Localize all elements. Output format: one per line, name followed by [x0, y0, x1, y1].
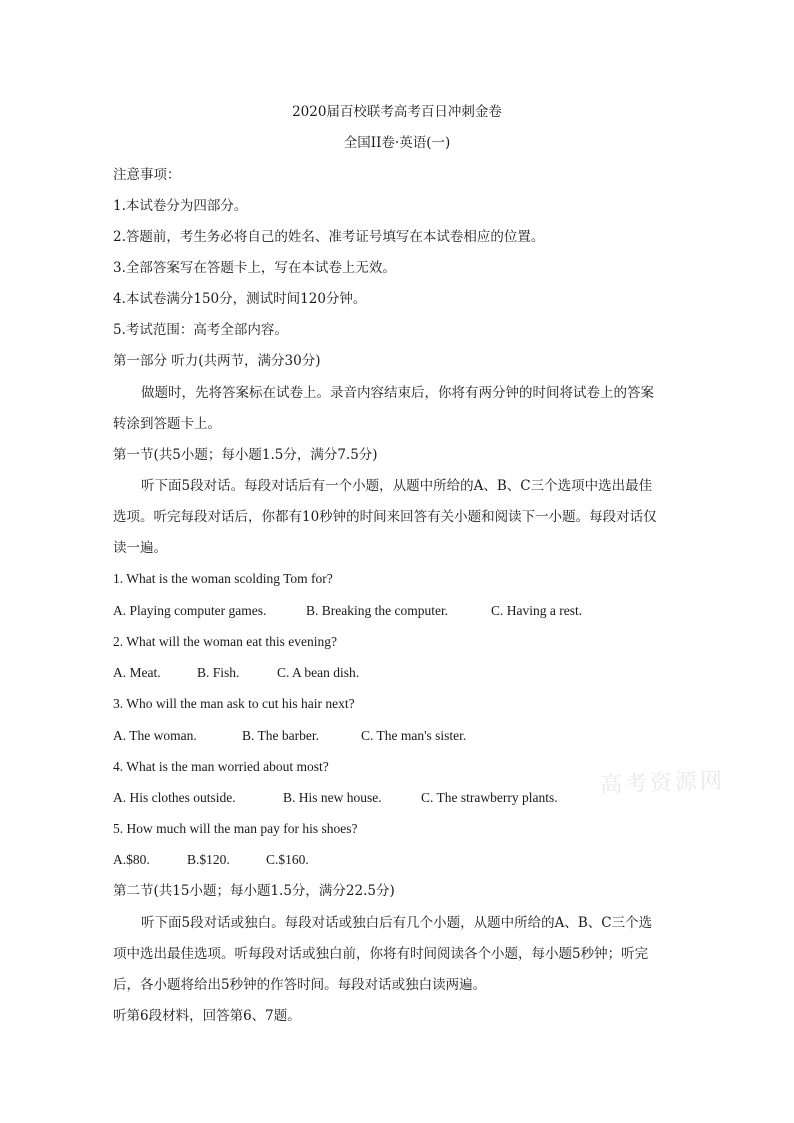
note-item: 3.全部答案写在答题卡上，写在本试卷上无效。 [113, 260, 396, 276]
section2-instructions: 后，各小题将给出5秒钟的作答时间。每段对话或独白读两遍。 [113, 977, 487, 993]
question-text: 2. What will the woman eat this evening? [113, 634, 337, 649]
exam-title: 2020届百校联考高考百日冲刺金卷 [292, 104, 502, 120]
note-item: 1.本试卷分为四部分。 [113, 198, 248, 214]
notes-heading: 注意事项： [113, 167, 181, 183]
option-c: C. The man's sister. [361, 728, 467, 743]
question-text: 1. What is the woman scolding Tom for? [113, 571, 333, 586]
exam-subtitle: 全国II卷·英语(一) [343, 135, 451, 151]
section1-heading: 第一节(共5小题；每小题1.5分，满分7.5分) [113, 447, 378, 463]
option-a: A. His clothes outside. [113, 790, 236, 805]
material-note: 听第6段材料，回答第6、7题。 [113, 1008, 301, 1024]
question-text: 4. What is the man worried about most? [113, 759, 329, 774]
option-c: C.$160. [266, 852, 309, 867]
question-text: 5. How much will the man pay for his shoes? [113, 821, 358, 836]
section2-instructions: 项中选出最佳选项。听每段对话或独白前，你将有时间阅读各个小题，每小题5秒钟；听完 [113, 946, 649, 962]
note-item: 4.本试卷满分150分，测试时间120分钟。 [113, 291, 367, 307]
watermark: 高考资源网 [599, 768, 726, 799]
section2-instructions: 听下面5段对话或独白。每段对话或独白后有几个小题，从题中所给的A、B、C三个选 [141, 915, 653, 931]
option-a: A.$80. [113, 852, 150, 867]
option-a: A. Meat. [113, 665, 161, 680]
section1-instructions: 读一遍。 [113, 540, 167, 556]
note-item: 2.答题前，考生务必将自己的姓名、准考证号填写在本试卷相应的位置。 [113, 229, 545, 245]
option-b: B. The barber. [242, 728, 319, 743]
option-c: C. The strawberry plants. [421, 790, 558, 805]
note-item: 5.考试范围：高考全部内容。 [113, 322, 288, 338]
option-b: B. Breaking the computer. [306, 603, 449, 618]
question-text: 3. Who will the man ask to cut his hair next? [113, 696, 355, 711]
section1-instructions: 听下面5段对话。每段对话后有一个小题，从题中所给的A、B、C三个选项中选出最佳 [141, 478, 653, 494]
option-b: B. Fish. [197, 665, 240, 680]
section2-heading: 第二节(共15小题；每小题1.5分，满分22.5分) [113, 883, 395, 899]
option-b: B. His new house. [283, 790, 382, 805]
option-b: B.$120. [187, 852, 230, 867]
option-c: C. Having a rest. [491, 603, 583, 618]
option-a: A. The woman. [113, 728, 197, 743]
part1-instructions: 做题时，先将答案标在试卷上。录音内容结束后，你将有两分钟的时间将试卷上的答案 [141, 385, 654, 401]
part1-heading: 第一部分 听力(共两节，满分30分) [113, 353, 321, 369]
part1-instructions: 转涂到答题卡上。 [113, 416, 221, 432]
section1-instructions: 选项。听完每段对话后，你都有10秒钟的时间来回答有关小题和阅读下一小题。每段对话仅 [113, 509, 657, 525]
option-a: A. Playing computer games. [113, 603, 267, 618]
option-c: C. A bean dish. [277, 665, 360, 680]
